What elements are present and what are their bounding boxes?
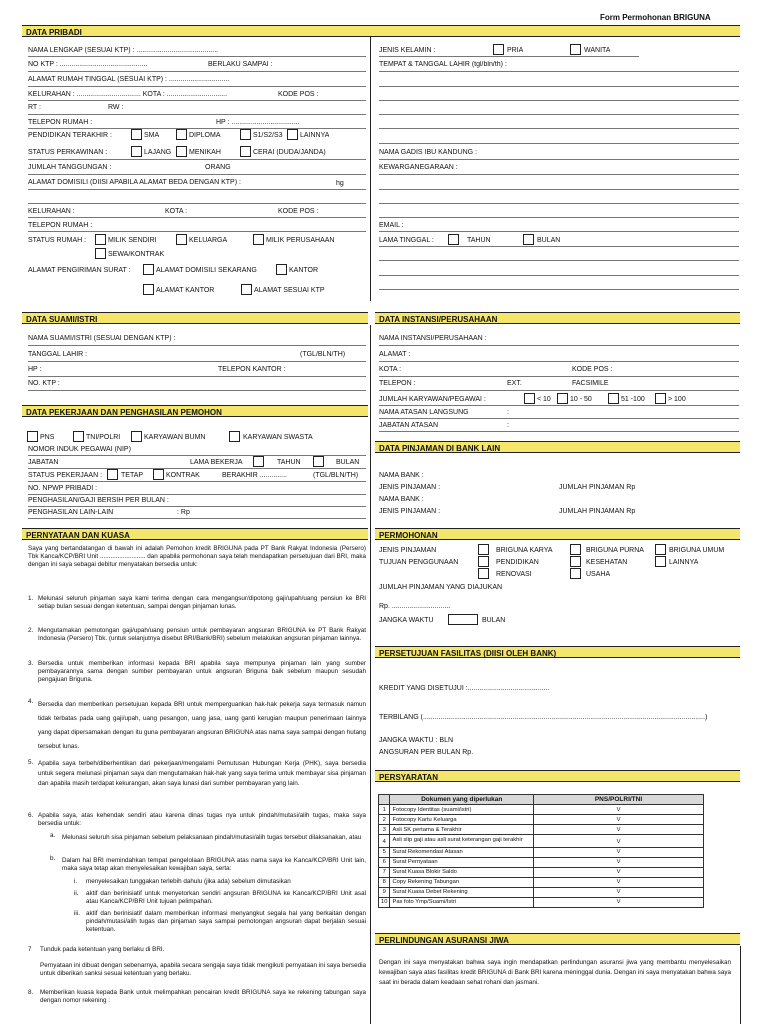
row-check: V bbox=[534, 877, 704, 887]
suami-tgl-format: (TGL/BLN/TH) bbox=[300, 351, 346, 358]
table-row bbox=[379, 835, 704, 847]
karyawan-10-50-checkbox[interactable] bbox=[557, 393, 568, 404]
table-row bbox=[379, 815, 704, 825]
jangka-bulan-label: BULAN bbox=[482, 617, 506, 624]
status-kawin-label: STATUS PERKAWINAN : bbox=[28, 149, 108, 156]
item-number: 2. bbox=[28, 627, 34, 634]
tujuan-kesehatan-label: KESEHATAN bbox=[586, 559, 628, 566]
kelurahan2-field[interactable]: KELURAHAN : bbox=[28, 208, 75, 215]
row-line bbox=[28, 217, 366, 218]
table-row bbox=[379, 887, 704, 897]
instansi-telepon-field[interactable]: TELEPON : bbox=[379, 380, 416, 387]
row-line bbox=[28, 494, 366, 495]
rw-field[interactable]: RW : bbox=[108, 104, 124, 111]
status-kerja-label: STATUS PEKERJAAN : bbox=[28, 472, 103, 479]
jumlah-pinjaman-field[interactable]: Rp. .............................. bbox=[379, 603, 451, 610]
pengiriman-label: ALAMAT PENGIRIMAN SURAT : bbox=[28, 267, 131, 274]
tujuan-usaha-checkbox[interactable] bbox=[570, 568, 581, 579]
pend-diploma-label: DIPLOMA bbox=[189, 132, 221, 139]
alamat-ktp-field[interactable]: ALAMAT RUMAH TINGGAL (SESUAI KTP) : ............................... bbox=[28, 76, 230, 83]
orang-label: ORANG bbox=[205, 164, 231, 171]
kirim-domisili-checkbox[interactable] bbox=[143, 264, 154, 275]
row-line bbox=[28, 481, 366, 482]
persyaratan-table bbox=[378, 794, 704, 908]
lama-kerja-label: LAMA BEKERJA bbox=[190, 459, 243, 466]
suami-telkantor-field[interactable]: TELEPON KANTOR : bbox=[218, 366, 286, 373]
karyawan-lt10-checkbox[interactable] bbox=[524, 393, 535, 404]
pernyataan-roman-ii: aktif dan berinisiatif untuk menyetorkan sendiri angsuran BRIGUNA ke Kanca/KCP/BRI Unit asal atau Kanca/KCP/BRI Unit tujuan pelimpahan. bbox=[86, 890, 366, 906]
pernyataan-item-5: Apabila saya terbeh/diberhentikan dari pekerjaan/mengalami Pemutusan Hubungan Kerja (PHK), saya bersedia untuk segera melunasi pinjaman saya dan mengutamakan hak-hak yang saya terima untuk membayar sisa pinjaman dan apabila masih terdapat kekurangan, akan saya lunasi dari sumber pembayaran yang lain. bbox=[38, 760, 366, 787]
kerja-swasta-label: KARYAWAN SWASTA bbox=[243, 434, 313, 441]
pernyataan-item-1: Melunasi seluruh pinjaman saya kami terima dengan cara mengangsur/dipotong gaji/upah/uang pensiun ke BRI setiap bulan sesuai dengan ketentuan, sampai dengan pinjaman lunas. bbox=[38, 595, 366, 611]
kirim-kantor-checkbox[interactable] bbox=[276, 264, 287, 275]
atasan-field[interactable]: NAMA ATASAN LANGSUNG bbox=[379, 409, 469, 416]
tujuan-renovasi-checkbox[interactable] bbox=[478, 568, 489, 579]
rumah-sewa-checkbox[interactable] bbox=[95, 248, 106, 259]
table-row bbox=[379, 825, 704, 835]
row-line bbox=[379, 159, 739, 160]
jenis-karya-checkbox[interactable] bbox=[478, 544, 489, 555]
rumah-perusahaan-label: MILIK PERUSAHAAN bbox=[266, 237, 335, 244]
jenis-umum-label: BRIGUNA UMUM bbox=[669, 547, 725, 554]
tujuan-lainnya-checkbox[interactable] bbox=[655, 556, 666, 567]
jenis-kelamin-label: JENIS KELAMIN : bbox=[379, 47, 436, 54]
sub-number: a. bbox=[50, 832, 56, 839]
row-check: V bbox=[534, 897, 704, 907]
pernyataan-sub-b: Dalam hal BRI memindahkan tempat pengelolaan BRIGUNA atas nama saya ke Kanca/KCP/BRI Unit lain, maka saya tetap akan menyelesaikan kewajiban saya, serta: bbox=[62, 857, 366, 873]
bank1-nama-field[interactable]: NAMA BANK : bbox=[379, 472, 424, 479]
rumah-milik-label: MILIK SENDIRI bbox=[108, 237, 157, 244]
kawin-menikah-checkbox[interactable] bbox=[176, 146, 187, 157]
hp-field[interactable]: HP : ................................... bbox=[216, 119, 300, 126]
bank2-jumlah-field[interactable]: JUMLAH PINJAMAN Rp bbox=[559, 508, 636, 515]
item-number: 7 bbox=[28, 946, 32, 953]
row-doc: Pas foto Ymp/Suami/Istri bbox=[390, 897, 534, 907]
hg-text: hg bbox=[336, 180, 344, 187]
kredit-disetujui-field[interactable]: KREDIT YANG DISETUJUI :.......................................... bbox=[379, 685, 550, 692]
row-check: V bbox=[534, 805, 704, 815]
tujuan-lainnya-label: LAINNYA bbox=[669, 559, 699, 566]
table-row bbox=[379, 897, 704, 907]
row-number: 3 bbox=[379, 825, 390, 835]
row-number: 1 bbox=[379, 805, 390, 815]
row-line bbox=[379, 143, 739, 144]
kerja-bumn-checkbox[interactable] bbox=[131, 431, 142, 442]
jabatan-colon: : bbox=[507, 422, 509, 429]
no-ktp-field[interactable]: NO KTP : ............................................. bbox=[28, 61, 148, 68]
telepon2-field[interactable]: TELEPON RUMAH : bbox=[28, 222, 93, 229]
row-line bbox=[379, 217, 739, 218]
row-line bbox=[28, 56, 366, 57]
suami-hp-field[interactable]: HP : bbox=[28, 366, 42, 373]
kerja-pns-checkbox[interactable] bbox=[27, 431, 38, 442]
karyawan-51-100-label: 51 -100 bbox=[621, 396, 645, 403]
status-rumah-label: STATUS RUMAH : bbox=[28, 237, 87, 244]
kerja-pns-label: PNS bbox=[40, 434, 55, 441]
section-data-instansi: DATA INSTANSI/PERUSAHAAN bbox=[375, 312, 740, 324]
perlindungan-text: Dengan ini saya menyatakan bahwa saya ingin mendapatkan perlindungan asuransi jiwa yang membantu menyelesaikan kewajiban saya atas fasilitas kredit BRIGUNA di Bank BRI karena meninggal dunia. Dengan ini saya menyatakan bahwa saya saat ini berada dalam keadaan sehat rohani dan jasmani. bbox=[379, 959, 731, 987]
kawin-lajang-checkbox[interactable] bbox=[131, 146, 142, 157]
row-line bbox=[379, 189, 739, 190]
section-pernyataan: PERNYATAAN DAN KUASA bbox=[22, 528, 368, 540]
row-line bbox=[379, 86, 739, 87]
karyawan-10-50-label: 10 - 50 bbox=[570, 396, 592, 403]
nip-field[interactable]: NOMOR INDUK PEGAWAI (NIP) bbox=[28, 446, 131, 453]
roman-number: iii. bbox=[74, 910, 80, 917]
kerja-tni-checkbox[interactable] bbox=[73, 431, 84, 442]
ttl-field[interactable]: TEMPAT & TANGGAL LAHIR (tgl/bln/th) : bbox=[379, 61, 507, 68]
kerja-bumn-label: KARYAWAN BUMN bbox=[144, 434, 206, 441]
angsuran-field[interactable]: ANGSURAN PER BULAN Rp. bbox=[379, 749, 474, 756]
lama-tinggal-label: LAMA TINGGAL : bbox=[379, 237, 434, 244]
row-doc: Asli slip gaji atau asli surat keterangan gaji terakhir bbox=[390, 835, 534, 847]
table-row bbox=[379, 847, 704, 857]
jenis-karya-label: BRIGUNA KARYA bbox=[496, 547, 553, 554]
suami-ktp-field[interactable]: NO. KTP : bbox=[28, 380, 60, 387]
kodepos-field[interactable]: KODE POS : bbox=[278, 91, 319, 98]
row-check: V bbox=[534, 815, 704, 825]
kerja-tahun-checkbox[interactable] bbox=[253, 456, 264, 467]
row-line bbox=[379, 128, 739, 129]
row-check: V bbox=[534, 887, 704, 897]
row-number: 4 bbox=[379, 835, 390, 847]
row-line bbox=[379, 246, 739, 247]
pernyataan-item-7b: Pernyataan ini dibuat dengan sebenarnya, apabila secara sengaja saya tidak mengikuti pernyataan ini saya bersedia untuk diberikan sanksi sesuai ketentuan yang berlaku. bbox=[40, 962, 366, 978]
row-line bbox=[28, 361, 366, 362]
jabatan-field[interactable]: JABATAN bbox=[28, 459, 59, 466]
row-number: 6 bbox=[379, 857, 390, 867]
jenis-umum-checkbox[interactable] bbox=[655, 544, 666, 555]
pernyataan-item-8: Memberikan kuasa kepada Bank untuk melimpahkan pencairan kredit BRIGUNA saya ke rekening tabungan saya dengan nomor rekening : bbox=[40, 989, 366, 1005]
pernyataan-item-7: Tunduk pada ketentuan yang berlaku di BRI. bbox=[40, 946, 165, 953]
row-line bbox=[379, 100, 739, 101]
pernyataan-intro: Saya yang bertandatangan di bawah ini adalah Pemohon kredit BRIGUNA pada PT Bank Rakyat Indonesia (Persero) Tbk Kanca/KCP/BRI Unit .......................... dan apabila permohonan saya telah mendapatkan persetujuan dari BRI, maka dengan ini saya sebagai debitur menyatakan bersedia untuk: bbox=[28, 545, 366, 569]
status-kontrak-checkbox[interactable] bbox=[153, 469, 164, 480]
jenis-pinjaman-label: JENIS PINJAMAN bbox=[379, 547, 437, 554]
kawin-menikah-label: MENIKAH bbox=[189, 149, 221, 156]
section-persetujuan: PERSETUJUAN FASILITAS (DIISI OLEH BANK) bbox=[375, 646, 740, 658]
npwp-field[interactable]: NO. NPWP PRIBADI : bbox=[28, 485, 98, 492]
karyawan-lt10-label: < 10 bbox=[537, 396, 551, 403]
table-row bbox=[379, 857, 704, 867]
kelurahan-field[interactable]: KELURAHAN : ................................. KOTA : ............................... bbox=[28, 91, 228, 98]
kerja-tahun-label: TAHUN bbox=[277, 459, 301, 466]
row-line bbox=[379, 174, 739, 175]
kawin-cerai-checkbox[interactable] bbox=[240, 146, 251, 157]
kawin-lajang-label: LAJANG bbox=[144, 149, 172, 156]
form-title: Form Permohonan BRIGUNA bbox=[600, 13, 711, 22]
table-row bbox=[379, 867, 704, 877]
karyawan-51-100-checkbox[interactable] bbox=[608, 393, 619, 404]
telepon-rumah-field[interactable]: TELEPON RUMAH : bbox=[28, 119, 93, 126]
section-perlindungan: PERLINDUNGAN ASURANSI JIWA bbox=[375, 933, 740, 945]
row-line bbox=[28, 100, 366, 101]
lama-bulan-label: BULAN bbox=[537, 237, 561, 244]
kerja-swasta-checkbox[interactable] bbox=[229, 431, 240, 442]
tujuan-renovasi-label: RENOVASI bbox=[496, 571, 532, 578]
nama-lengkap-field[interactable]: NAMA LENGKAP (SESUAI KTP) : .......................................... bbox=[28, 47, 219, 54]
section-persyaratan: PERSYARATAN bbox=[375, 770, 740, 782]
row-number: 9 bbox=[379, 887, 390, 897]
jenis-purna-checkbox[interactable] bbox=[570, 544, 581, 555]
row-line bbox=[28, 86, 366, 87]
section-pinjaman-lain: DATA PINJAMAN DI BANK LAIN bbox=[375, 441, 740, 453]
kawin-cerai-label: CERAI (DUDA/JANDA) bbox=[253, 149, 326, 156]
instansi-kodepos-field[interactable]: KODE POS : bbox=[572, 366, 613, 373]
row-number: 10 bbox=[379, 897, 390, 907]
karyawan-gt100-label: > 100 bbox=[668, 396, 686, 403]
row-line bbox=[28, 468, 366, 469]
pernyataan-roman-iii: aktif dan berinisiatif dalam memberikan informasi menyangkut segala hal yang berkaitan dengan pindah/mutasi/alih tugas dan pinjaman saya sampai pemotongan angsuran dapat berjalan sesuai ketentuan. bbox=[86, 910, 366, 934]
tujuan-pendidikan-label: PENDIDIKAN bbox=[496, 559, 539, 566]
row-line bbox=[28, 159, 366, 160]
row-line bbox=[28, 203, 366, 204]
rumah-keluarga-checkbox[interactable] bbox=[176, 234, 187, 245]
row-check: V bbox=[534, 867, 704, 877]
table-header-type: PNS/POLRI/TNI bbox=[534, 795, 704, 805]
row-check: V bbox=[534, 835, 704, 847]
row-doc: Fotocopy Identitas (suami/istri) bbox=[390, 805, 534, 815]
row-line bbox=[28, 506, 366, 507]
lama-bulan-checkbox[interactable] bbox=[523, 234, 534, 245]
pend-diploma-checkbox[interactable] bbox=[176, 129, 187, 140]
row-doc: Surat Rekomendasi Atasan bbox=[390, 847, 534, 857]
row-line bbox=[379, 260, 739, 261]
section-data-pekerjaan: DATA PEKERJAAN DAN PENGHASILAN PEMOHON bbox=[22, 405, 368, 417]
kota2-field[interactable]: KOTA : bbox=[165, 208, 188, 215]
column-divider bbox=[370, 325, 371, 1024]
pernyataan-item-3: Bersedia untuk memberikan informasi kepada BRI apabila saya mempunya pinjaman lain yang sumber pembayarannya sama dengan sumber pembayaran untuk angsuran Briguna baik sebelum maupun sesudah pengajuan Briguna. bbox=[38, 660, 366, 684]
suami-tgl-field[interactable]: TANGGAL LAHIR : bbox=[28, 351, 88, 358]
pendidikan-label: PENDIDIKAN TERAKHIR : bbox=[28, 132, 112, 139]
sub-number: b. bbox=[50, 855, 56, 862]
instansi-kota-field[interactable]: KOTA : bbox=[379, 366, 402, 373]
status-tetap-label: TETAP bbox=[121, 472, 144, 479]
row-doc: Surat Pernyataan bbox=[390, 857, 534, 867]
atasan-colon: : bbox=[507, 409, 509, 416]
rumah-keluarga-label: KELUARGA bbox=[189, 237, 228, 244]
jk-pria-checkbox[interactable] bbox=[493, 44, 504, 55]
row-check: V bbox=[534, 847, 704, 857]
item-number: 1. bbox=[28, 595, 34, 602]
pernyataan-item-4: Bersedia dan memberikan persetujuan kepada BRI untuk memperguankan hak-hak pekerja saya termasuk namun tidak terbatas pada uang gaji/upah, uang pesangon, uang jasa, uang ganti kerugian maupun penerimaan lainnya yang dapat dipersamakan dengan itu guna pembayaran angsuran BRIGUNA atas nama saya sampai dengan hutang tersebut lunas. bbox=[38, 701, 366, 751]
pernyataan-roman-i: menyelesaikan tunggakan terlebih dahulu (jika ada) sebelum dimutasikan bbox=[86, 878, 291, 885]
pernyataan-item-2: Mengutamakan pemotongan gaji/upah/uang pensiun untuk pembayaran angsuran BRIGUNA ke PT Bank Rakyat Indonesia (Persero) Tbk. (untuk selanjutnya disebut BRI/Bank/BRI) sebelum melakukan angsuran pinjaman lainnya. bbox=[38, 627, 366, 643]
row-line bbox=[28, 128, 366, 129]
bank1-jenis-field[interactable]: JENIS PINJAMAN : bbox=[379, 484, 441, 491]
pernyataan-sub-a: Melunasi seluruh sisa pinjaman sebelum pelaksanaan pindah/mutasi/alih tugas tersebut dilaksanakan, atau bbox=[62, 834, 362, 841]
pend-s1-label: S1/S2/S3 bbox=[253, 132, 283, 139]
row-check: V bbox=[534, 825, 704, 835]
row-line bbox=[379, 289, 739, 290]
row-line bbox=[379, 56, 639, 57]
pend-sma-checkbox[interactable] bbox=[131, 129, 142, 140]
item-number: 5. bbox=[28, 759, 34, 766]
kirim-alamat-kantor-checkbox[interactable] bbox=[143, 284, 154, 295]
row-line bbox=[379, 71, 739, 72]
tujuan-label: TUJUAN PENGGUNAAN bbox=[379, 559, 459, 566]
kirim-alamat-kantor-label: ALAMAT KANTOR bbox=[156, 287, 215, 294]
row-doc: Asli SK pertama & Terakhir bbox=[390, 825, 534, 835]
row-line bbox=[379, 376, 739, 377]
tujuan-usaha-label: USAHA bbox=[586, 571, 611, 578]
row-line bbox=[379, 390, 739, 391]
table-header-doc: Dokumen yang diperlukan bbox=[390, 795, 534, 805]
lama-tahun-label: TAHUN bbox=[467, 237, 491, 244]
row-line bbox=[379, 275, 739, 276]
status-kontrak-label: KONTRAK bbox=[166, 472, 200, 479]
pend-sma-label: SMA bbox=[144, 132, 160, 139]
kirim-kantor-label: KANTOR bbox=[289, 267, 319, 274]
status-tetap-checkbox[interactable] bbox=[107, 469, 118, 480]
ibu-field[interactable]: NAMA GADIS IBU KANDUNG : bbox=[379, 149, 478, 156]
jangka-waktu-input[interactable] bbox=[448, 614, 478, 625]
jk-wanita-label: WANITA bbox=[584, 47, 611, 54]
kerja-bulan-checkbox[interactable] bbox=[313, 456, 324, 467]
kodepos2-field[interactable]: KODE POS : bbox=[278, 208, 319, 215]
row-line bbox=[379, 203, 739, 204]
bank1-jumlah-field[interactable]: JUMLAH PINJAMAN Rp bbox=[559, 484, 636, 491]
penghasilan-lain-rp: : Rp bbox=[177, 509, 190, 516]
pend-s1-checkbox[interactable] bbox=[240, 129, 251, 140]
rt-field[interactable]: RT : bbox=[28, 104, 41, 111]
gaji-field[interactable]: PENGHASILAN/GAJI BERSIH PER BULAN : bbox=[28, 497, 169, 504]
bank2-nama-field[interactable]: NAMA BANK : bbox=[379, 496, 424, 503]
domisili-field[interactable]: ALAMAT DOMISILI (DIISI APABILA ALAMAT BEDA DENGAN KTP) : bbox=[28, 179, 241, 186]
kirim-domisili-label: ALAMAT DOMISILI SEKARANG bbox=[156, 267, 257, 274]
tanggungan-field[interactable]: JUMLAH TANGGUNGAN : bbox=[28, 164, 112, 171]
rumah-perusahaan-checkbox[interactable] bbox=[253, 234, 264, 245]
row-number: 7 bbox=[379, 867, 390, 877]
row-doc: Fotocopy Kartu Keluarga bbox=[390, 815, 534, 825]
section-data-pribadi: DATA PRIBADI bbox=[22, 25, 740, 37]
table-row bbox=[379, 877, 704, 887]
rumah-sewa-label: SEWA/KONTRAK bbox=[108, 251, 165, 258]
row-number: 5 bbox=[379, 847, 390, 857]
jangka-bln-field[interactable]: JANGKA WAKTU : BLN bbox=[379, 737, 454, 744]
berakhir-field[interactable]: BERAKHIR .............. bbox=[222, 472, 287, 479]
kerja-tni-label: TNI/POLRI bbox=[86, 434, 121, 441]
jenis-purna-label: BRIGUNA PURNA bbox=[586, 547, 644, 554]
suami-nama-field[interactable]: NAMA SUAMI/ISTRI (SESUAI DENGAN KTP) : bbox=[28, 335, 176, 342]
row-line bbox=[379, 418, 739, 419]
roman-number: ii. bbox=[74, 890, 79, 897]
row-line bbox=[28, 376, 366, 377]
penghasilan-lain-field[interactable]: PENGHASILAN LAIN-LAIN bbox=[28, 509, 114, 516]
row-line bbox=[379, 361, 739, 362]
jk-wanita-checkbox[interactable] bbox=[570, 44, 581, 55]
row-number: 8 bbox=[379, 877, 390, 887]
bank2-jenis-field[interactable]: JENIS PINJAMAN : bbox=[379, 508, 441, 515]
pernyataan-item-6: Apabila saya, atas kehendak sendiri atau karena dinas tugas nya untuk pindah/mutasi/alih tugas, maka saya bersedia untuk: bbox=[38, 812, 366, 828]
rumah-milik-checkbox[interactable] bbox=[95, 234, 106, 245]
row-line bbox=[28, 345, 366, 346]
row-line bbox=[379, 431, 739, 432]
jabatan-atasan-field[interactable]: JABATAN ATASAN bbox=[379, 422, 438, 429]
jangka-waktu-label: JANGKA WAKTU bbox=[379, 617, 434, 624]
instansi-ext-field[interactable]: EXT. bbox=[507, 380, 522, 387]
row-line bbox=[379, 405, 739, 406]
kerja-bulan-label: BULAN bbox=[336, 459, 360, 466]
instansi-jumlah-label: JUMLAH KARYAWAN/PEGAWAI : bbox=[379, 396, 486, 403]
row-number: 2 bbox=[379, 815, 390, 825]
row-line bbox=[28, 189, 366, 190]
row-line bbox=[28, 390, 366, 391]
table-header-no bbox=[379, 795, 390, 805]
row-line bbox=[28, 71, 366, 72]
tujuan-kesehatan-checkbox[interactable] bbox=[570, 556, 581, 567]
section-data-suami: DATA SUAMI/ISTRI bbox=[22, 312, 368, 324]
jumlah-pinjaman-label: JUMLAH PINJAMAN YANG DIAJUKAN bbox=[379, 584, 503, 591]
row-doc: Surat Kuasa Blokir Saldo bbox=[390, 867, 534, 877]
jk-pria-label: PRIA bbox=[507, 47, 524, 54]
row-line bbox=[379, 345, 739, 346]
row-line bbox=[28, 231, 366, 232]
row-line bbox=[379, 114, 739, 115]
karyawan-gt100-checkbox[interactable] bbox=[655, 393, 666, 404]
item-number: 6. bbox=[28, 812, 34, 819]
box-border bbox=[740, 946, 741, 1024]
row-doc: Surat Kuasa Debet Rekening bbox=[390, 887, 534, 897]
row-line bbox=[28, 114, 366, 115]
row-doc: Copy Rekening Tabungan bbox=[390, 877, 534, 887]
column-divider bbox=[370, 37, 371, 301]
kirim-ktp-label: ALAMAT SESUAI KTP bbox=[254, 287, 325, 294]
kewarganegaraan-field[interactable]: KEWARGANEGARAAN : bbox=[379, 164, 458, 171]
section-permohonan: PERMOHONAN bbox=[375, 528, 740, 540]
roman-number: i. bbox=[74, 878, 78, 885]
pend-lainnya-checkbox[interactable] bbox=[287, 129, 298, 140]
instansi-nama-field[interactable]: NAMA INSTANSI/PERUSAHAAN : bbox=[379, 335, 487, 342]
terbilang-field[interactable]: TERBILANG (.................................................................................................................................................) bbox=[379, 714, 708, 721]
item-number: 8. bbox=[28, 989, 34, 996]
email-field[interactable]: EMAIL : bbox=[379, 222, 404, 229]
item-number: 3. bbox=[28, 660, 34, 667]
instansi-fax-field[interactable]: FACSIMILE bbox=[572, 380, 609, 387]
kirim-ktp-checkbox[interactable] bbox=[241, 284, 252, 295]
berakhir-format: (TGL/BLN/TH) bbox=[313, 472, 359, 479]
row-check: V bbox=[534, 857, 704, 867]
table-row bbox=[379, 805, 704, 815]
row-line bbox=[379, 231, 739, 232]
lama-tahun-checkbox[interactable] bbox=[448, 234, 459, 245]
berlaku-field[interactable]: BERLAKU SAMPAI : bbox=[208, 61, 273, 68]
item-number: 4. bbox=[28, 698, 34, 705]
row-line bbox=[28, 174, 366, 175]
instansi-alamat-field[interactable]: ALAMAT : bbox=[379, 351, 411, 358]
pend-lainnya-label: LAINNYA bbox=[300, 132, 330, 139]
tujuan-pendidikan-checkbox[interactable] bbox=[478, 556, 489, 567]
row-line bbox=[28, 518, 366, 519]
